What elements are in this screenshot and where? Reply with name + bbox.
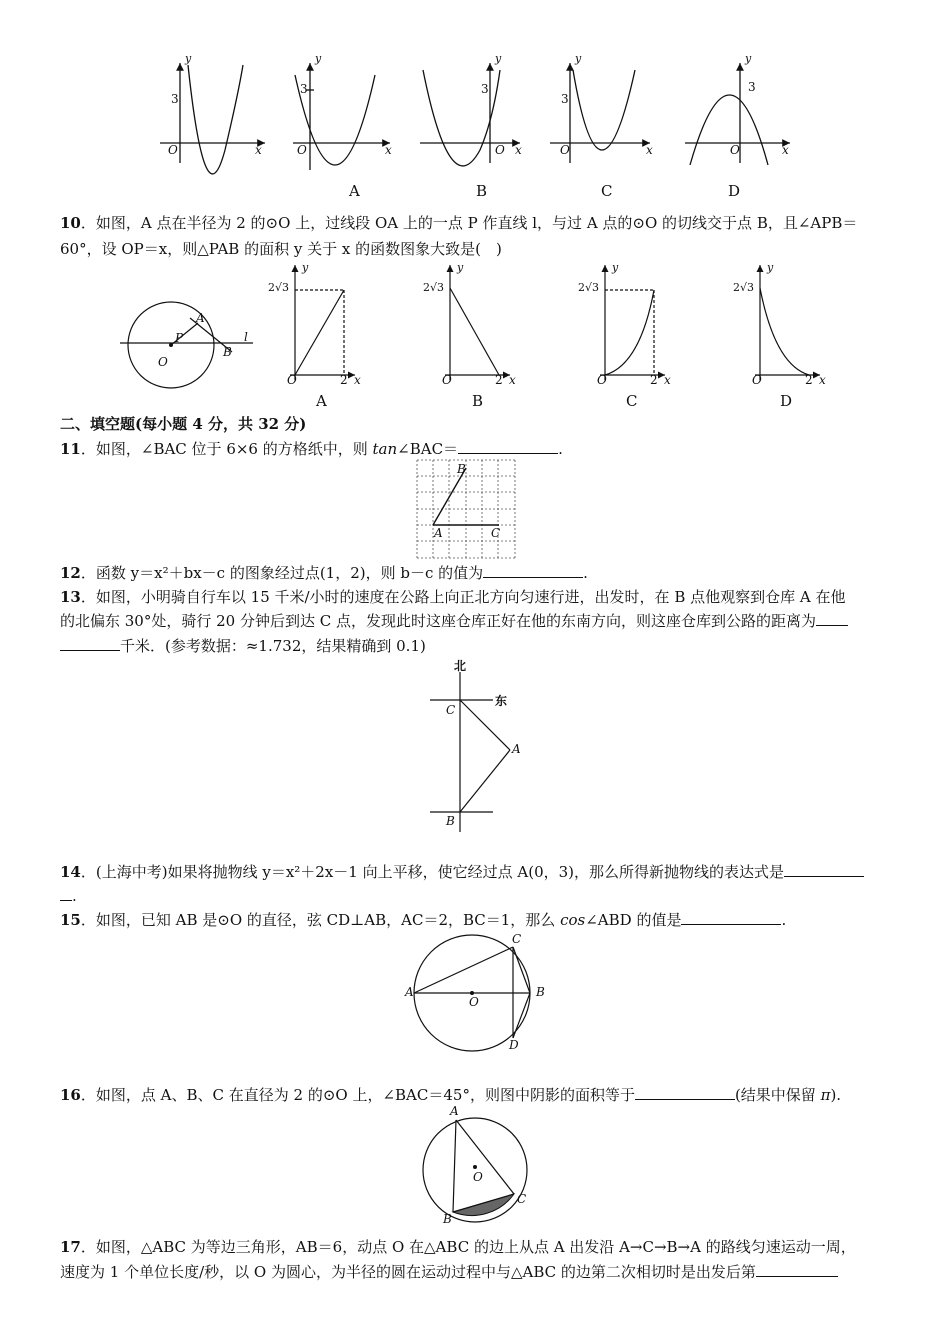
- q15-cos: cos: [560, 911, 586, 929]
- q13-answer-blank-a[interactable]: [816, 611, 848, 626]
- q11-label-c: C: [491, 526, 501, 540]
- q10-option-a: A: [316, 392, 327, 410]
- q9-g2-x: x: [385, 143, 392, 157]
- q9-graph-2: [293, 63, 390, 170]
- q13-label-a: A: [512, 742, 521, 756]
- q16-close: ).: [830, 1086, 842, 1104]
- q10-gb-x: x: [509, 373, 516, 387]
- q9-option-b: B: [476, 182, 488, 200]
- q9-g5-y: y: [745, 52, 752, 65]
- q10-ga-y: y: [302, 261, 309, 274]
- q16-line: [60, 1085, 841, 1105]
- q13-text3: 千米．(参考数据：≈1.732，结果精确到 0.1): [120, 637, 426, 655]
- q11-text-after: ∠BAC＝: [397, 440, 459, 458]
- q17-text2: 速度为 1 个单位长度/秒，以 O 为圆心，为半径的圆在运动过程中与△ABC 的边第二次相切时是出发后第: [60, 1263, 756, 1281]
- q10-gc-xmax: 2: [650, 373, 658, 387]
- q10-gc-o: O: [597, 373, 607, 387]
- q14-answer-blank-b[interactable]: [60, 886, 72, 901]
- q11-grid-figure: [416, 459, 516, 559]
- q12-end: .: [583, 564, 588, 582]
- q9-g2-y: y: [315, 52, 322, 65]
- q10-ga-o: O: [287, 373, 297, 387]
- q9-g4-int: 3: [561, 92, 569, 106]
- q10-gb-xmax: 2: [495, 373, 503, 387]
- q10-gb-ymax: 2√3: [423, 281, 445, 294]
- q16-text: ．如图，点 A、B、C 在直径为 2 的⊙O 上，∠BAC＝45°，则图中阴影的面积等于: [80, 1086, 635, 1104]
- q10-line2: 60°，设 OP＝x，则△PAB 的面积 y 关于 x 的函数图象大致是( ): [60, 240, 502, 258]
- q10-gc-y: y: [612, 261, 619, 274]
- q17-line1: [60, 1237, 856, 1257]
- q9-g1-o: O: [168, 143, 178, 157]
- q16-label-a: A: [450, 1104, 459, 1118]
- q9-option-a: A: [349, 182, 360, 200]
- q14-text: ．(上海中考)如果将抛物线 y＝x²＋2x－1 向上平移，使它经过点 A(0，3)，那么所得新抛物线的表达式是: [80, 863, 785, 881]
- q10-graph-c: [600, 265, 665, 380]
- q12-text: ．函数 y＝x²＋bx－c 的图象经过点(1，2)，则 b－c 的值为: [80, 564, 484, 582]
- q12-line: [60, 563, 588, 583]
- q9-option-d: D: [728, 182, 741, 200]
- q17-number: 17: [60, 1238, 81, 1256]
- q9-g2-int: 3: [300, 82, 308, 96]
- q11-text-before: ．如图，∠BAC 位于 6×6 的方格纸中，则: [80, 440, 373, 458]
- q12-number: 12: [60, 564, 81, 582]
- q9-option-c: C: [601, 182, 613, 200]
- q10-label-p: P: [175, 331, 184, 345]
- q16-answer-blank[interactable]: [635, 1085, 735, 1100]
- q10-ga-x: x: [354, 373, 361, 387]
- q15-label-b: B: [536, 985, 545, 999]
- q13-answer-blank-b[interactable]: [60, 636, 120, 651]
- q10-ga-ymax: 2√3: [268, 281, 290, 294]
- q11-tan: tan: [372, 440, 398, 458]
- q10-gc-x: x: [664, 373, 671, 387]
- q11-number: 11: [60, 440, 81, 458]
- q9-g1-y: y: [185, 52, 192, 65]
- q16-number: 16: [60, 1086, 81, 1104]
- q10-label-o: O: [158, 355, 168, 369]
- q10-label-b: B: [223, 345, 232, 359]
- q11-line: [60, 439, 563, 459]
- q9-g1-x: x: [255, 143, 262, 157]
- q15-line: [60, 910, 786, 930]
- q10-option-d: D: [780, 392, 793, 410]
- section-title-fill-in: 二、填空题(每小题 4 分，共 32 分): [60, 415, 307, 433]
- q11-label-b: B: [457, 462, 466, 476]
- q10-circle-figure: [120, 302, 253, 388]
- q10-text1: ．如图，A 点在半径为 2 的⊙O 上，过线段 OA 上的一点 P 作直线 l，与过 A 点的⊙O 的切线交于点 B，且∠APB＝: [80, 214, 858, 232]
- q9-g4-y: y: [575, 52, 582, 65]
- q11-end: .: [558, 440, 563, 458]
- q9-g5-o: O: [730, 143, 740, 157]
- q10-gd-x: x: [819, 373, 826, 387]
- q13-label-east: 东: [495, 694, 508, 708]
- q13-number: 13: [60, 588, 81, 606]
- q14-end: .: [72, 887, 77, 905]
- q10-gd-xmax: 2: [805, 373, 813, 387]
- q16-label-o: O: [473, 1170, 483, 1184]
- q9-graph-3: [420, 63, 520, 166]
- q10-graph-b: [445, 265, 510, 380]
- q15-answer-blank[interactable]: [681, 910, 781, 925]
- q10-label-l: l: [244, 330, 248, 344]
- q15-label-a: A: [405, 985, 414, 999]
- q12-answer-blank[interactable]: [483, 563, 583, 578]
- q10-graph-a: [290, 265, 355, 380]
- q11-answer-blank[interactable]: [458, 439, 558, 454]
- q11-label-a: A: [434, 526, 443, 540]
- q9-graph-1: [160, 63, 265, 174]
- q15-end: .: [781, 911, 787, 929]
- q16-label-b: B: [443, 1212, 452, 1226]
- q15-label-o: O: [469, 995, 479, 1009]
- q15-label-d: D: [509, 1038, 519, 1052]
- q10-option-c: C: [626, 392, 638, 410]
- q13-label-b: B: [446, 814, 455, 828]
- q9-g2-o: O: [297, 143, 307, 157]
- q10-gd-ymax: 2√3: [733, 281, 755, 294]
- q15-text-before: ．如图，已知 AB 是⊙O 的直径，弦 CD⊥AB，AC＝2，BC＝1，那么: [80, 911, 561, 929]
- q15-label-c: C: [512, 932, 522, 946]
- q10-gb-y: y: [457, 261, 464, 274]
- q9-g3-o: O: [495, 143, 505, 157]
- q17-line2: [60, 1262, 838, 1282]
- q16-center-dot: [473, 1165, 477, 1169]
- q13-line2: [60, 611, 848, 631]
- q9-g1-int: 3: [171, 92, 179, 106]
- q10-graph-d: [755, 265, 820, 380]
- q9-g3-y: y: [495, 52, 502, 65]
- q10-label-a: A: [196, 311, 205, 325]
- q14-line: [60, 862, 864, 882]
- q16-pi: π: [820, 1086, 831, 1104]
- q16-label-c: C: [517, 1192, 527, 1206]
- q10-option-b: B: [472, 392, 484, 410]
- q13-line1: [60, 587, 845, 607]
- q10-gb-o: O: [442, 373, 452, 387]
- q10-gd-y: y: [767, 261, 774, 274]
- q15-figure: [405, 930, 555, 1055]
- q13-text2: 的北偏东 30°处，骑行 20 分钟后到达 C 点，发现此时这座仓库正好在他的东南方向，则这座仓库到公路的距离为: [60, 612, 816, 630]
- q14-number: 14: [60, 863, 81, 881]
- q10-center-dot: [169, 343, 173, 347]
- q9-g3-int: 3: [481, 82, 489, 96]
- q17-answer-blank[interactable]: [756, 1262, 838, 1277]
- q14-line2: [60, 886, 77, 906]
- q10-number: 10: [60, 214, 81, 232]
- q13-label-north: 北: [454, 659, 467, 673]
- q9-g4-o: O: [560, 143, 570, 157]
- q16-after: (结果中保留: [734, 1086, 821, 1104]
- q13-line3: [60, 636, 426, 656]
- q10-gc-ymax: 2√3: [578, 281, 600, 294]
- q9-g5-int: 3: [748, 80, 756, 94]
- q15-number: 15: [60, 911, 81, 929]
- q10-line1: [60, 213, 857, 233]
- q15-text-after: ∠ABD 的值是: [585, 911, 682, 929]
- q10-gd-o: O: [752, 373, 762, 387]
- q9-g5-x: x: [782, 143, 789, 157]
- q9-g3-x: x: [515, 143, 522, 157]
- q17-text1: ．如图，△ABC 为等边三角形，AB＝6，动点 O 在△ABC 的边上从点 A 出发沿 A→C→B→A 的路线匀速运动一周，: [80, 1238, 856, 1256]
- q14-answer-blank-a[interactable]: [784, 862, 864, 877]
- q9-g4-x: x: [646, 143, 653, 157]
- q10-ga-xmax: 2: [340, 373, 348, 387]
- q13-label-c: C: [446, 703, 456, 717]
- q13-text1: ．如图，小明骑自行车以 15 千米/小时的速度在公路上向正北方向匀速行进，出发时，在 B 点他观察到仓库 A 在他: [80, 588, 846, 606]
